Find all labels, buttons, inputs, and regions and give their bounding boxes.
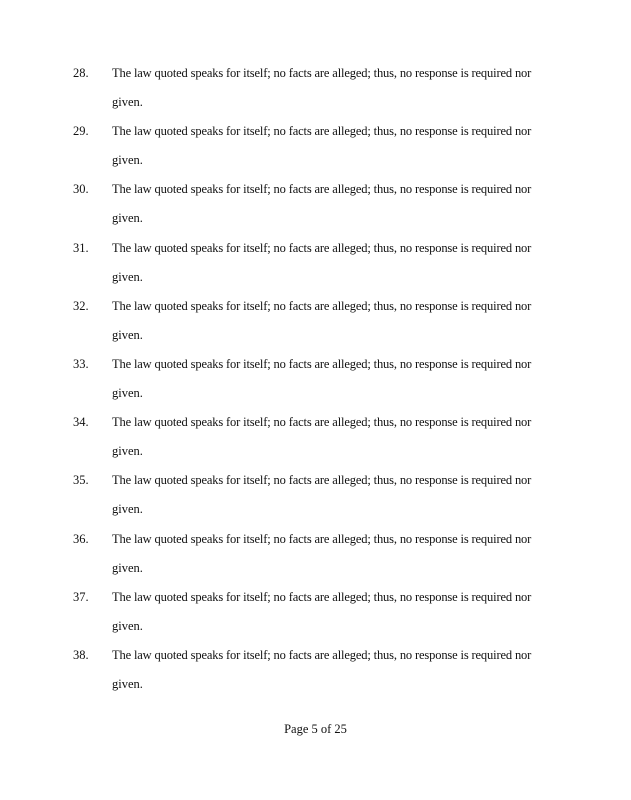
paragraph-text-line: The law quoted speaks for itself; no facts are alleged; thus, no response is required nor xyxy=(112,124,532,139)
paragraph-item xyxy=(73,297,543,355)
paragraph-text-continuation: given. xyxy=(112,95,143,109)
paragraph-text-continuation: given. xyxy=(112,211,143,226)
paragraph-text-continuation: given. xyxy=(112,676,143,691)
paragraph-text-line: The law quoted speaks for itself; no facts are alleged; thus, no response is required nor xyxy=(112,415,532,430)
paragraph-text-line: The law quoted speaks for itself; no facts are alleged; thus, no response is required nor xyxy=(112,589,532,604)
paragraph-number: 30. xyxy=(73,182,89,197)
paragraph-text-line: The law quoted speaks for itself; no facts are alleged; thus, no response is required nor xyxy=(112,647,532,662)
paragraph-number: 35. xyxy=(73,473,89,488)
paragraph-number: 38. xyxy=(73,647,89,662)
paragraph-number: 36. xyxy=(73,531,89,546)
paragraph-text-line: The law quoted speaks for itself; no facts are alleged; thus, no response is required nor xyxy=(112,531,532,546)
paragraph-item xyxy=(73,239,543,297)
paragraph-text-continuation: given. xyxy=(112,269,143,284)
paragraph-item xyxy=(73,355,543,413)
paragraph-text-line: The law quoted speaks for itself; no facts are alleged; thus, no response is required nor xyxy=(112,240,532,255)
paragraph-number: 31. xyxy=(73,240,89,255)
paragraph-item xyxy=(73,471,543,529)
paragraph-number: 28. xyxy=(73,66,89,80)
paragraph-text-continuation: given. xyxy=(112,327,143,342)
paragraph-text-continuation: given. xyxy=(112,560,143,575)
paragraph-text-line: The law quoted speaks for itself; no facts are alleged; thus, no response is required nor xyxy=(112,473,532,488)
paragraph-number: 29. xyxy=(73,124,89,139)
paragraph-item xyxy=(73,413,543,471)
paragraph-item xyxy=(73,530,543,588)
paragraph-item xyxy=(73,588,543,646)
paragraph-item xyxy=(73,122,543,180)
paragraph-text-line: The law quoted speaks for itself; no facts are alleged; thus, no response is required nor xyxy=(112,298,532,313)
paragraph-number: 33. xyxy=(73,356,89,371)
paragraph-text-line: The law quoted speaks for itself; no facts are alleged; thus, no response is required nor xyxy=(112,356,532,371)
paragraph-text-continuation: given. xyxy=(112,618,143,633)
numbered-paragraph-list xyxy=(73,64,543,704)
paragraph-text-line: The law quoted speaks for itself; no facts are alleged; thus, no response is required nor xyxy=(112,182,532,197)
paragraph-text-line: The law quoted speaks for itself; no facts are alleged; thus, no response is required nor xyxy=(112,66,532,80)
paragraph-item xyxy=(73,180,543,238)
paragraph-item xyxy=(73,64,543,122)
paragraph-number: 32. xyxy=(73,298,89,313)
paragraph-text-continuation: given. xyxy=(112,502,143,517)
paragraph-number: 34. xyxy=(73,415,89,430)
paragraph-item xyxy=(73,646,543,704)
paragraph-text-continuation: given. xyxy=(112,153,143,168)
page-number-footer: Page 5 of 25 xyxy=(284,722,347,736)
paragraph-text-continuation: given. xyxy=(112,385,143,400)
paragraph-number: 37. xyxy=(73,589,89,604)
paragraph-text-continuation: given. xyxy=(112,444,143,459)
